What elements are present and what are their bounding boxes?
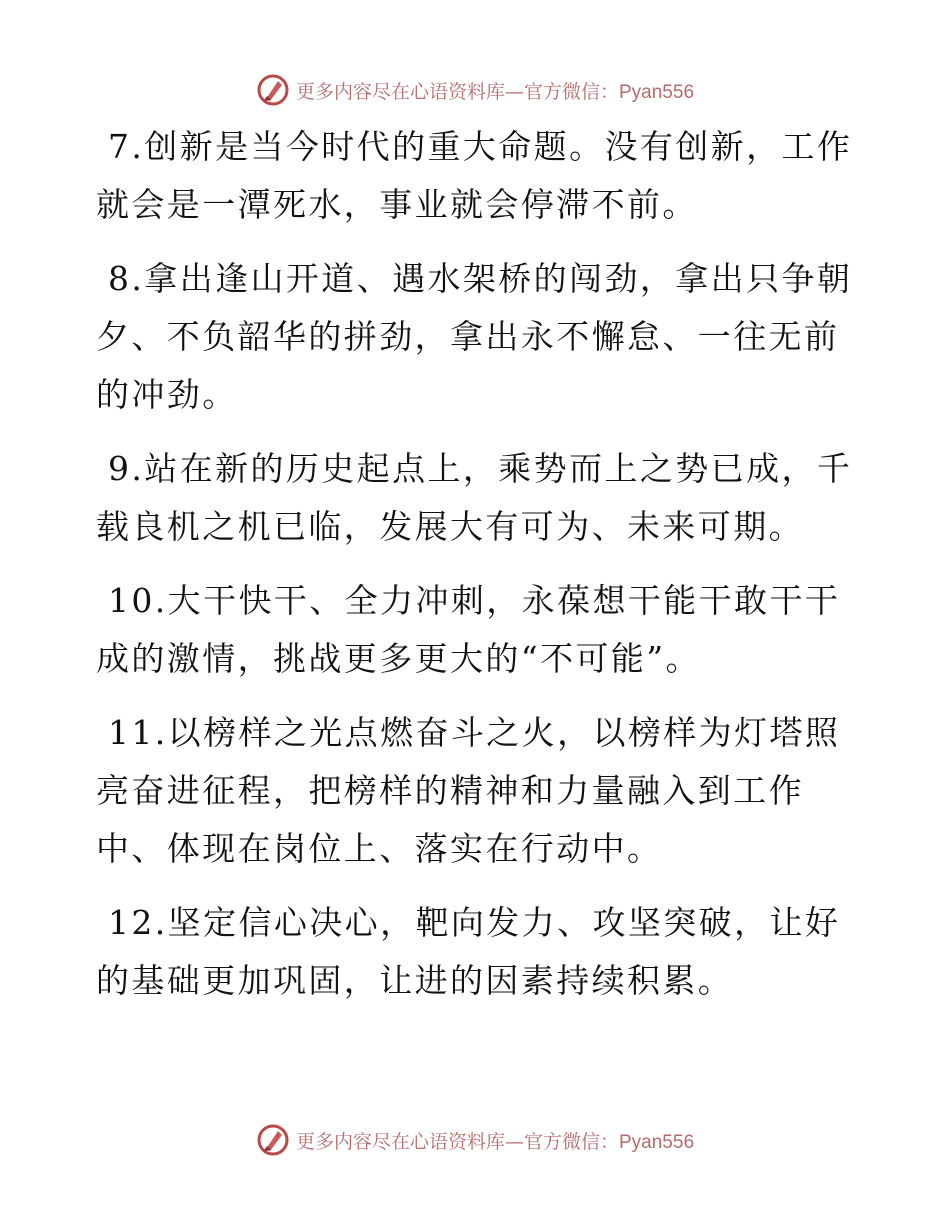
header-watermark (0, 70, 950, 110)
paragraph-7: 7.创新是当今时代的重大命题。没有创新，工作就会是一潭死水，事业就会停滞不前。 (96, 127, 853, 224)
red-pen-nib-logo-icon (256, 1123, 290, 1157)
paragraph-11: 11.以榜样之光点燃奋斗之火，以榜样为灯塔照亮奋进征程，把榜样的精神和力量融入到工作中、体现在岗位上、落实在行动中。 (96, 713, 841, 868)
watermark-text: 更多内容尽在心语资料库—官方微信：Pyan556 (295, 80, 695, 103)
paragraph-9: 9.站在新的历史起点上，乘势而上之势已成，千载良机之机已临，发展大有可为、未来可期。 (96, 449, 853, 546)
document-body (96, 118, 854, 1026)
watermark-text: 更多内容尽在心语资料库—官方微信：Pyan556 (295, 1130, 695, 1153)
footer-watermark (0, 1120, 950, 1160)
wechat-id: Pyan556 (619, 1131, 695, 1153)
red-pen-nib-logo-icon (256, 73, 290, 107)
wechat-id: Pyan556 (619, 81, 695, 103)
paragraph-8: 8.拿出逢山开道、遇水架桥的闯劲，拿出只争朝夕、不负韶华的拼劲，拿出永不懈怠、一往无前的冲劲。 (96, 259, 853, 414)
paragraph-10: 10.大干快干、全力冲刺，永葆想干能干敢干干成的激情，挑战更多更大的“不可能”。 (96, 581, 841, 678)
paragraph-12: 12.坚定信心决心，靶向发力、攻坚突破，让好的基础更加巩固，让进的因素持续积累。 (96, 903, 841, 1000)
